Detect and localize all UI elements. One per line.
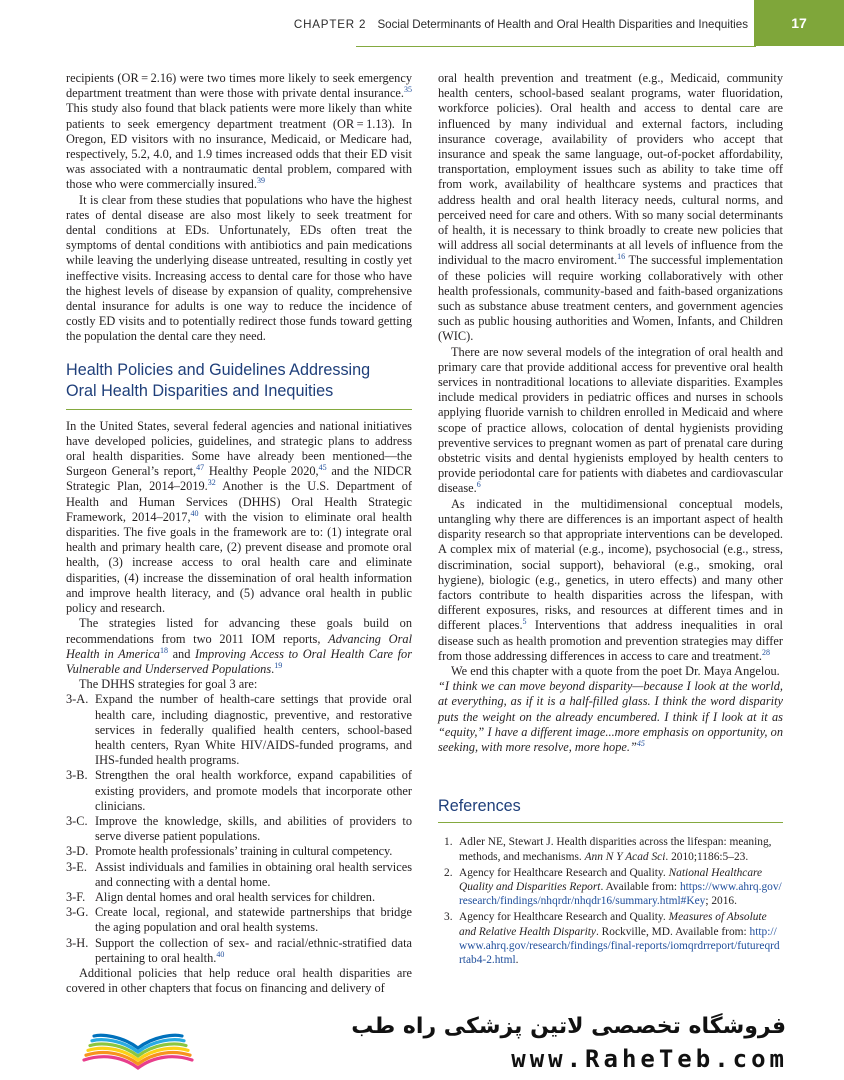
text-run: As indicated in the multidimensional conceptual models, untangling why there are differences is an important aspect of health disparity research so that appropriate interventions can be developed. A complex mix of material (e.g., income), psychosocial (e.g., stress, discrimination, social support), behavioral (e.g., smoking, oral hygiene), biologic (e.g., genetics, in utero effects) and many other factors contribute to health disparities across the lifespan, with different exposures, risks, and resources at different times and in different places. bbox=[438, 496, 783, 633]
strategy-text: Create local, regional, and statewide partnerships that bridge the aging population and oral health systems. bbox=[95, 905, 412, 935]
report-title: National Healthcare Quality and Disparities Report bbox=[459, 866, 763, 893]
text-run: Agency for Healthcare Research and Quality. bbox=[459, 866, 669, 879]
text-run: The successful implementation of these policies will require working collaboratively with other health professionals, community-based and faith-based organizations such as substance abuse treatment centers, and government agencies such as public housing authorities and Women, Infants, and Children (WIC). bbox=[438, 253, 783, 344]
text-run: ; 2016. bbox=[705, 895, 737, 908]
book-title: Advancing Oral Health in America bbox=[66, 631, 412, 661]
strategy-text: Align dental homes and oral health services for children. bbox=[95, 889, 376, 904]
text-run: . Rockville, MD. Available from: bbox=[595, 925, 750, 938]
quote-text: “I think we can move beyond disparity—because I look at the world, at everything, as if it is a half-filled glass. I think the word disparity puts the weight on the already encumbered. I think if I look at it as “equity,” I have a different image...more emphasis on opportunity, on seeking, with more resolve, more hope.” bbox=[438, 679, 783, 754]
citation-link[interactable]: 40 bbox=[216, 949, 225, 959]
reference-number: 1. bbox=[444, 836, 453, 849]
strategy-label: 3-C. bbox=[66, 813, 88, 828]
citation-link[interactable]: 40 bbox=[190, 508, 199, 518]
reference-text bbox=[459, 866, 783, 909]
citation-link[interactable]: 45 bbox=[318, 463, 327, 473]
paragraph: It is clear from these studies that populations who have the highest rates of dental disease are also most likely to seek treatment for dental conditions at EDs. Unfortunately, EDs often treat the symptoms of dental conditions with antibiotics and pain medications while leaving the underlying disease untreated, resulting in costly yet ineffective visits. Increasing access to dental care for those who have the highest levels of disease by expansion of quality, comprehensive dental insurance for adults is one way to reduce the incidence of costly ED visits and to potentially redirect those funds toward getting the population the dental care they need. bbox=[66, 192, 412, 344]
reference-number: 3. bbox=[444, 911, 453, 924]
left-column bbox=[66, 71, 412, 996]
heading-line: Oral Health Disparities and Inequities bbox=[66, 381, 334, 400]
paragraph: We end this chapter with a quote from the poet Dr. Maya Angelou. bbox=[451, 663, 780, 678]
text-run: . 2010;1186:5–23. bbox=[665, 850, 749, 863]
citation-link[interactable]: 19 bbox=[274, 660, 283, 670]
strategy-label: 3-D. bbox=[66, 844, 89, 859]
strategy-label: 3-H. bbox=[66, 935, 89, 950]
chapter-title: Social Determinants of Health and Oral Health Disparities and Inequities bbox=[377, 18, 748, 31]
citation-link[interactable]: 45 bbox=[636, 738, 645, 748]
reference-text bbox=[459, 910, 783, 967]
text-run: Support the collection of sex- and racial/ethnic-stratified data pertaining to oral health. bbox=[95, 935, 412, 965]
strategy-label: 3-A. bbox=[66, 692, 89, 707]
watermark-url[interactable]: www.RaheTeb.com bbox=[511, 1045, 788, 1073]
strategy-text: Improve the knowledge, skills, and abilities of providers to serve diverse patient populations. bbox=[95, 813, 412, 844]
reference-number: 2. bbox=[444, 866, 453, 879]
text-run: with the vision to eliminate oral health disparities. The five goals in the framework are to: (1) integrate oral health and primary health care, (2) prevent disease and promote oral health, (3) increase access to oral health care and eliminate disparities, (4) increase the dissemination of oral health information and improve health literacy, and (5) advance oral health in public policy and research. bbox=[66, 509, 413, 616]
citation-link[interactable]: 35 bbox=[404, 85, 412, 95]
reference-text bbox=[459, 835, 783, 863]
chapter-label: CHAPTER 2 bbox=[293, 18, 367, 31]
paragraph bbox=[66, 616, 412, 677]
text-run: This study also found that black patients were more likely than white patients to seek emergency department treatment (OR = 1.13). In Oregon, ED visitors with no insurance, Medicaid, or Medicare had, respectively, 5.2, 4.0, and 1.9 times increased odds that their ED visit was associated with a nontraumatic dental problem, compared with those who were commercially insured. bbox=[66, 101, 412, 192]
running-head bbox=[294, 18, 748, 31]
reference-link[interactable]: http://www.ahrq.gov/research/findings/final-reports/iomqrdrreport/futureqrdrtab4-2.html bbox=[459, 925, 780, 966]
citation-link[interactable]: 39 bbox=[256, 176, 265, 186]
right-column bbox=[438, 71, 783, 967]
text-run: oral health prevention and treatment (e.g., Medicaid, community health centers, school-based sealant programs, water fluoridation, workforce policies). Oral health and access to dental care are influenced by many individual and external factors, including insurance coverage, availability of providers who accept that insurance and speak the same language, out-of-pocket affordability, transportation, employment issues such as ability to take time off from work, availability of healthcare systems and practices that address health and oral health literacy needs, cultural norms, and perceived need for care and others. With so many social determinants of health, it is necessary to think broadly to create new policies that will address all social determinants at all levels of influence from the individual to the macro enviroment. bbox=[438, 71, 783, 268]
paragraph bbox=[66, 71, 412, 193]
paragraph: The DHHS strategies for goal 3 are: bbox=[79, 677, 258, 692]
strategy-item bbox=[66, 905, 412, 935]
strategy-item bbox=[66, 890, 412, 905]
strategy-item bbox=[66, 768, 412, 814]
reference-item bbox=[438, 835, 783, 863]
page-number: 17 bbox=[754, 0, 844, 46]
section-heading bbox=[66, 360, 412, 410]
strategy-text: Promote health professionals’ training in cultural competency. bbox=[95, 844, 393, 859]
paragraph bbox=[438, 497, 783, 664]
text-run: Healthy People 2020, bbox=[204, 464, 319, 479]
citation-link[interactable]: 6 bbox=[476, 480, 481, 490]
paragraph: Additional policies that help reduce oral health disparities are covered in other chapters that focus on financing and delivery of bbox=[66, 965, 412, 996]
paragraph bbox=[438, 71, 783, 345]
text-run: . bbox=[515, 953, 519, 966]
text-run: Adler NE, Stewart J. Health disparities across the lifespan: meaning, methods, and mechanisms. bbox=[459, 836, 772, 863]
heading-line: Health Policies and Guidelines Addressing bbox=[66, 360, 371, 379]
paragraph bbox=[438, 345, 783, 497]
strategy-text: Assist individuals and families in obtaining oral health services and connecting with a dental home. bbox=[95, 859, 412, 889]
watermark-title: فروشگاه تخصصی لاتین پزشکی راه طب bbox=[351, 1014, 786, 1039]
strategy-text bbox=[95, 936, 412, 966]
text-run: . Available from: bbox=[600, 880, 680, 893]
citation-link[interactable]: 32 bbox=[207, 478, 216, 488]
reference-item bbox=[438, 910, 783, 967]
strategy-item bbox=[66, 860, 412, 890]
text-run: In the United States, several federal agencies and national initiatives have developed policies, guidelines, and strategic plans to address oral health disparities. Some have already been mentioned—the Surgeon General’s report, bbox=[66, 418, 412, 479]
strategy-text: Expand the number of health-care settings that provide oral health care, including diagnostic, preventive, and restorative services in federally qualified health centers, school-based health centers, Ryan White HIV/AIDS-funded programs, and IHS-funded health programs. bbox=[95, 692, 412, 768]
citation-link[interactable]: 5 bbox=[522, 617, 527, 627]
strategy-label: 3-F. bbox=[66, 889, 86, 904]
report-title: Measures of Absolute and Relative Health Disparity bbox=[459, 911, 767, 938]
paragraph bbox=[66, 419, 412, 617]
strategy-item bbox=[66, 692, 412, 768]
text-run: and bbox=[167, 646, 195, 661]
strategy-label: 3-G. bbox=[66, 905, 89, 920]
text-run: The strategies listed for advancing these goals build on recommendations from two 2011 IOM reports, bbox=[66, 616, 412, 646]
text-run: Another is the U.S. Department of Health and Human Services (DHHS) Oral Health Strategic Framework, 2014–2017, bbox=[66, 479, 412, 524]
block-quote bbox=[438, 679, 783, 755]
strategy-item bbox=[66, 844, 412, 859]
strategy-label: 3-E. bbox=[66, 859, 87, 874]
strategy-text: Strengthen the oral health workforce, expand capabilities of existing providers, and promote models that incorporate other clinicians. bbox=[95, 768, 412, 813]
citation-link[interactable]: 18 bbox=[159, 645, 168, 655]
citation-link[interactable]: 28 bbox=[762, 647, 771, 657]
text-run: recipients (OR = 2.16) were two times more likely to seek emergency department treatment than were those with private dental insurance. bbox=[66, 71, 412, 101]
header-rule bbox=[356, 46, 756, 47]
text-run: . bbox=[271, 661, 275, 676]
strategy-label: 3-B. bbox=[66, 768, 88, 783]
strategy-item bbox=[66, 814, 412, 844]
watermark-banner bbox=[0, 1000, 844, 1080]
text-run: Agency for Healthcare Research and Quality. bbox=[459, 911, 669, 924]
text-run: Interventions that address inequalities in oral disease such as health promotion and prevention strategies may differ from those addressing differences in access to care and treatment. bbox=[438, 618, 783, 663]
strategy-item bbox=[66, 936, 412, 966]
open-book-logo-icon bbox=[78, 1010, 198, 1076]
citation-link[interactable]: 47 bbox=[196, 463, 205, 473]
references-heading: References bbox=[438, 799, 783, 823]
journal-title: Ann N Y Acad Sci bbox=[584, 850, 666, 863]
citation-link[interactable]: 16 bbox=[617, 252, 626, 262]
text-run: and the NIDCR Strategic Plan, 2014–2019. bbox=[66, 464, 412, 494]
text-run: There are now several models of the integration of oral health and primary care that provide additional access for preventive oral health services in nontraditional locations to alleviate disparities. Examples include medical providers in pediatric offices and nurses in schools applying fluoride varnish to children enrolled in Medicaid and where scope of practice allows, colocation of dental hygienists providing preventive services to pregnant women as part of prenatal care during obstetric visits and dental hygienists employed by health centers to provide periodontal care for patients with diabetes and cardiovascular disease. bbox=[438, 344, 783, 496]
reference-link[interactable]: https://www.ahrq.gov/research/findings/nhqrdr/nhqdr16/summary.html#Key bbox=[459, 880, 782, 908]
book-title: Improving Access to Oral Health Care for Vulnerable and Underserved Populations bbox=[66, 646, 413, 676]
reference-item bbox=[438, 866, 783, 909]
page-header bbox=[0, 0, 844, 55]
